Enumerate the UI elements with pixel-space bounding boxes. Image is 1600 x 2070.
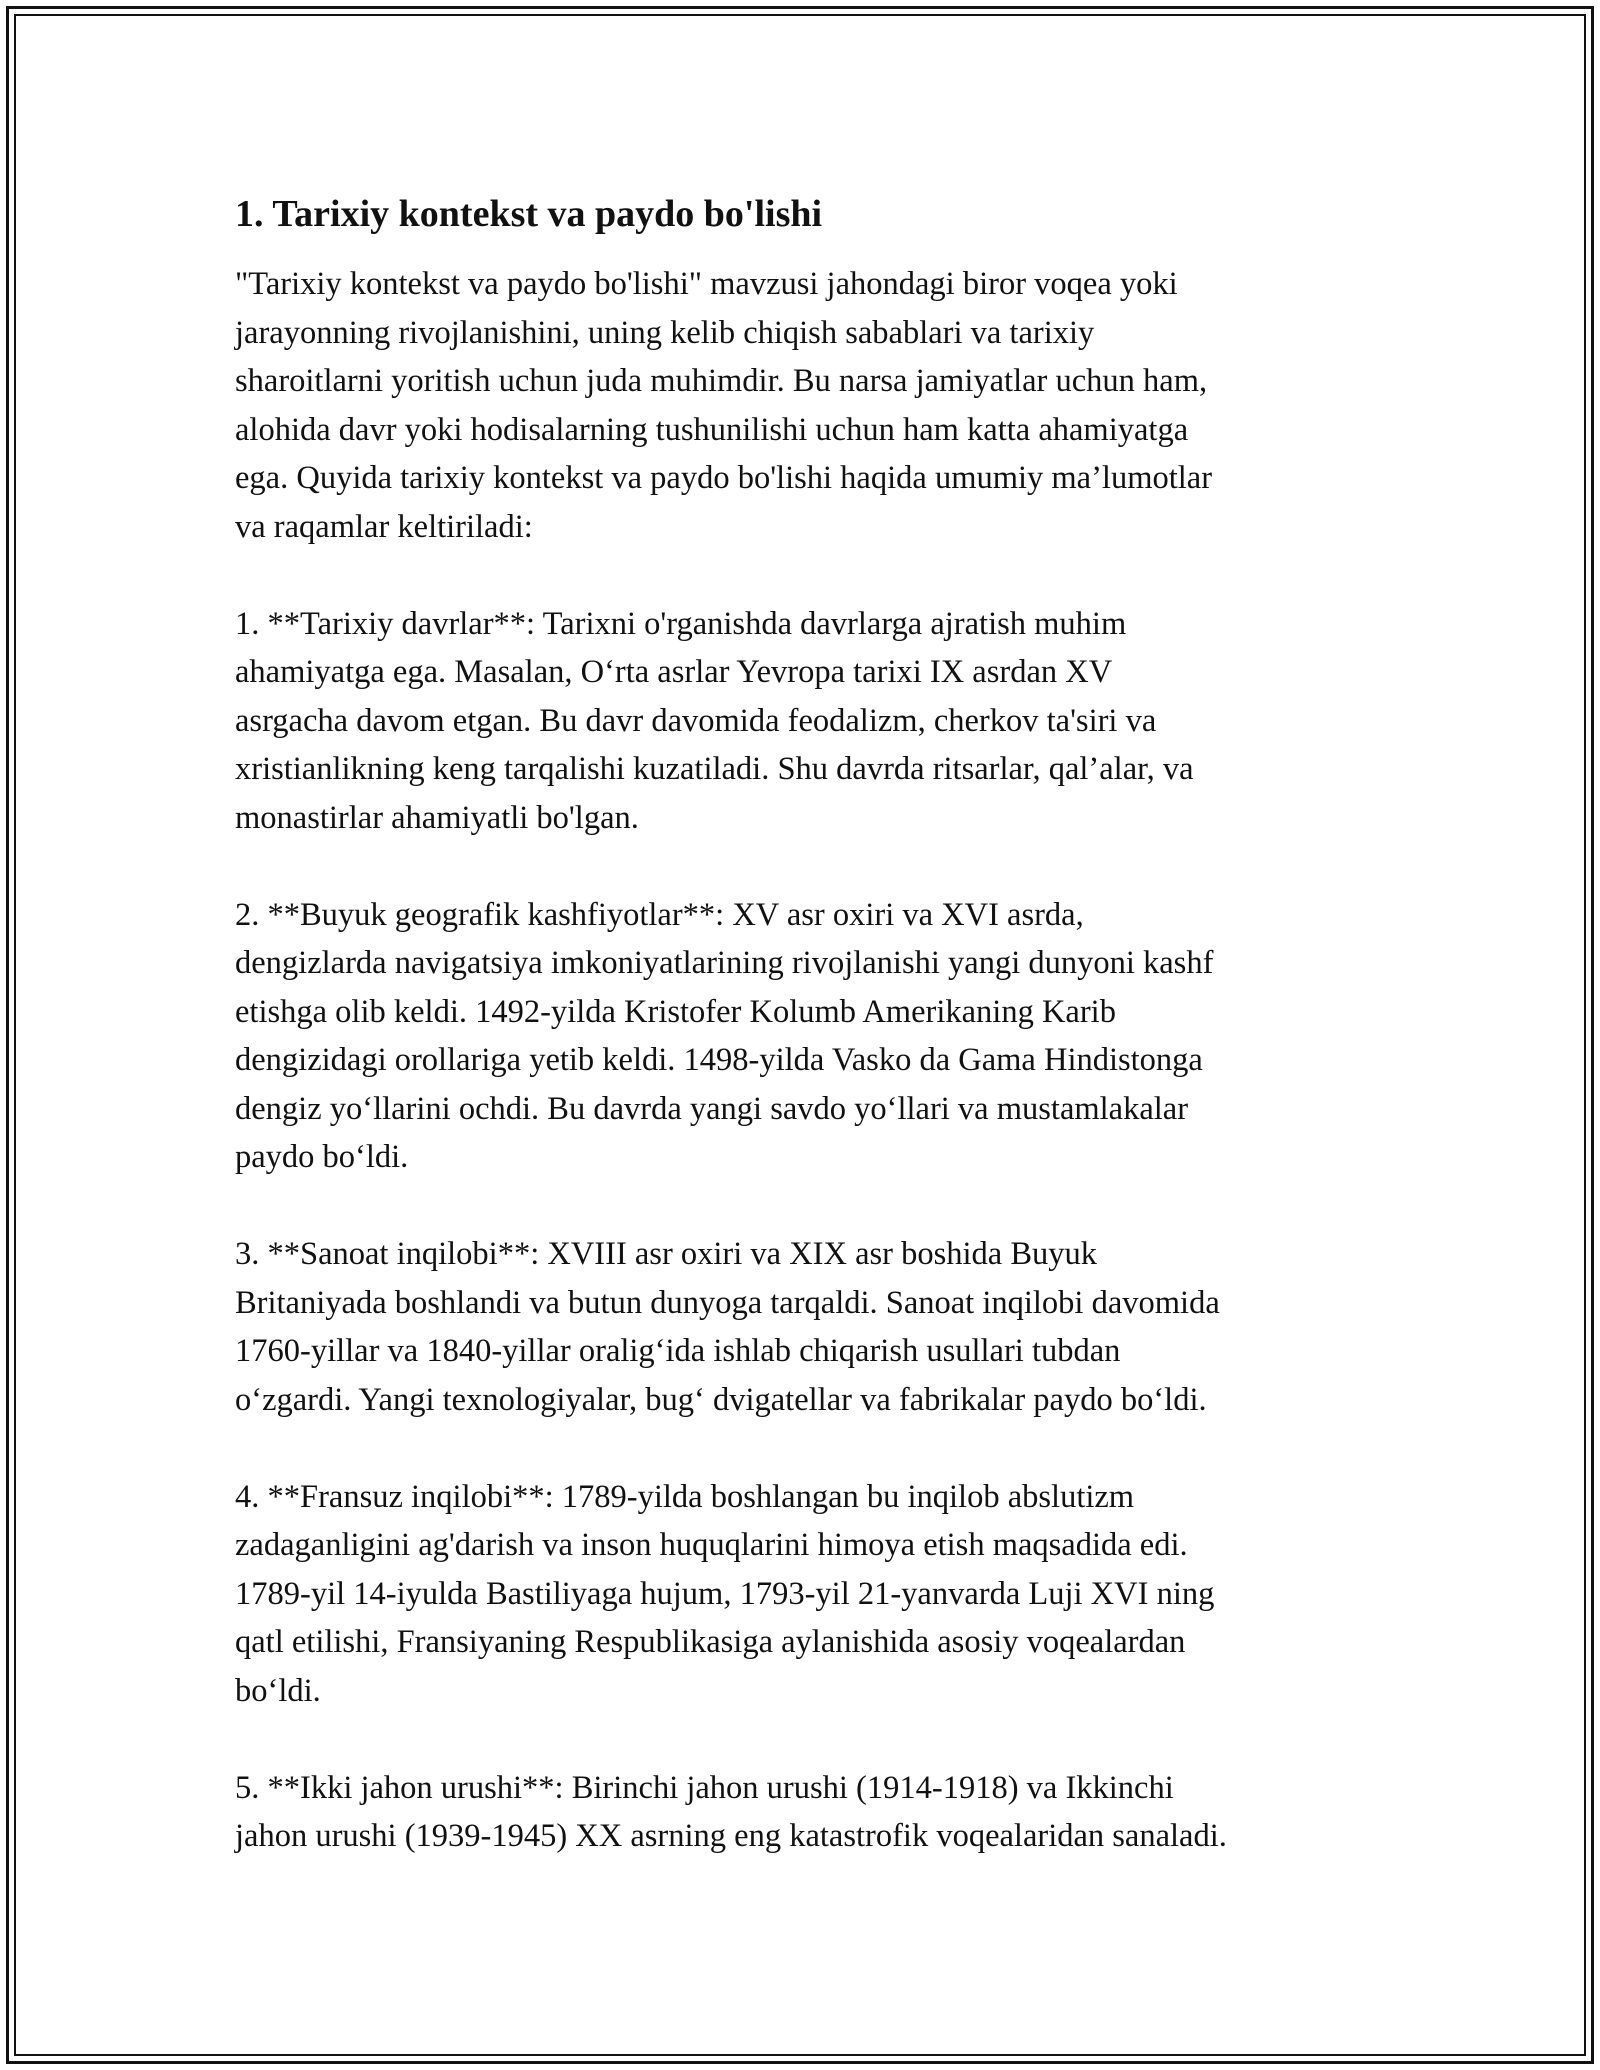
paragraph-geographic-discoveries: 2. **Buyuk geografik kashfiyotlar**: XV asr oxiri va XVI asrda, dengizlarda navigatsiya imkoniyatlarining rivojlanishi yangi dunyoni kashf etishga olib keldi. 1492-yilda Kristofer Kolumb Amerikaning Karib dengizidagi orollariga yetib keldi. 1498-yilda Vasko da Gama Hindistonga dengiz yo‘llarini ochdi. Bu davrda yangi savdo yo‘llari va mustamlakalar paydo bo‘ldi. [235, 896, 1214, 1175]
document-body [235, 186, 1375, 1909]
paragraph-french-revolution: 4. **Fransuz inqilobi**: 1789-yilda boshlangan bu inqilob abslutizm zadaganligini ag'darish va inson huquqlarini himoya etish maqsadida edi. 1789-yil 14-iyulda Bastiliyaga hujum, 1793-yil 21-yanvarda Luji XVI ning qatl etilishi, Fransiyaning Respublikasiga aylanishida asosiy voqealardan bo‘ldi. [235, 1478, 1215, 1709]
section-heading: 1. Tarixiy kontekst va paydo bo'lishi [235, 193, 823, 235]
paragraph-industrial-revolution: 3. **Sanoat inqilobi**: XVIII asr oxiri va XIX asr boshida Buyuk Britaniyada boshlandi va butun dunyoga tarqaldi. Sanoat inqilobi davomida 1760-yillar va 1840-yillar oralig‘ida ishlab chiqarish usullari tubdan o‘zgardi. Yangi texnologiyalar, bug‘ dvigatellar va fabrikalar paydo bo‘ldi. [235, 1236, 1220, 1418]
paragraph-world-wars: 5. **Ikki jahon urushi**: Birinchi jahon urushi (1914-1918) va Ikkinchi jahon urushi (1939-1945) XX asrning eng katastrofik voqealaridan sanaladi. [235, 1769, 1227, 1854]
intro-paragraph: "Tarixiy kontekst va paydo bo'lishi" mavzusi jahondagi biror voqea yoki jarayonning rivojlanishini, uning kelib chiqish sabablari va tarixiy sharoitlarni yoritish uchun juda muhimdir. Bu narsa jamiyatlar uchun ham, alohida davr yoki hodisalarning tushunilishi uchun ham katta ahamiyatga ega. Quyida tarixiy kontekst va paydo bo'lishi haqida umumiy ma’lumotlar va raqamlar keltiriladi: [235, 266, 1213, 545]
paragraph-historical-periods: 1. **Tarixiy davrlar**: Tarixni o'rganishda davrlarga ajratish muhim ahamiyatga ega. Masalan, O‘rta asrlar Yevropa tarixi IX asrdan XV asrgacha davom etgan. Bu davr davomida feodalizm, cherkov ta'siri va xristianlikning keng tarqalishi kuzatiladi. Shu davrda ritsarlar, qal’alar, va monastirlar ahamiyatli bo'lgan. [235, 605, 1194, 836]
